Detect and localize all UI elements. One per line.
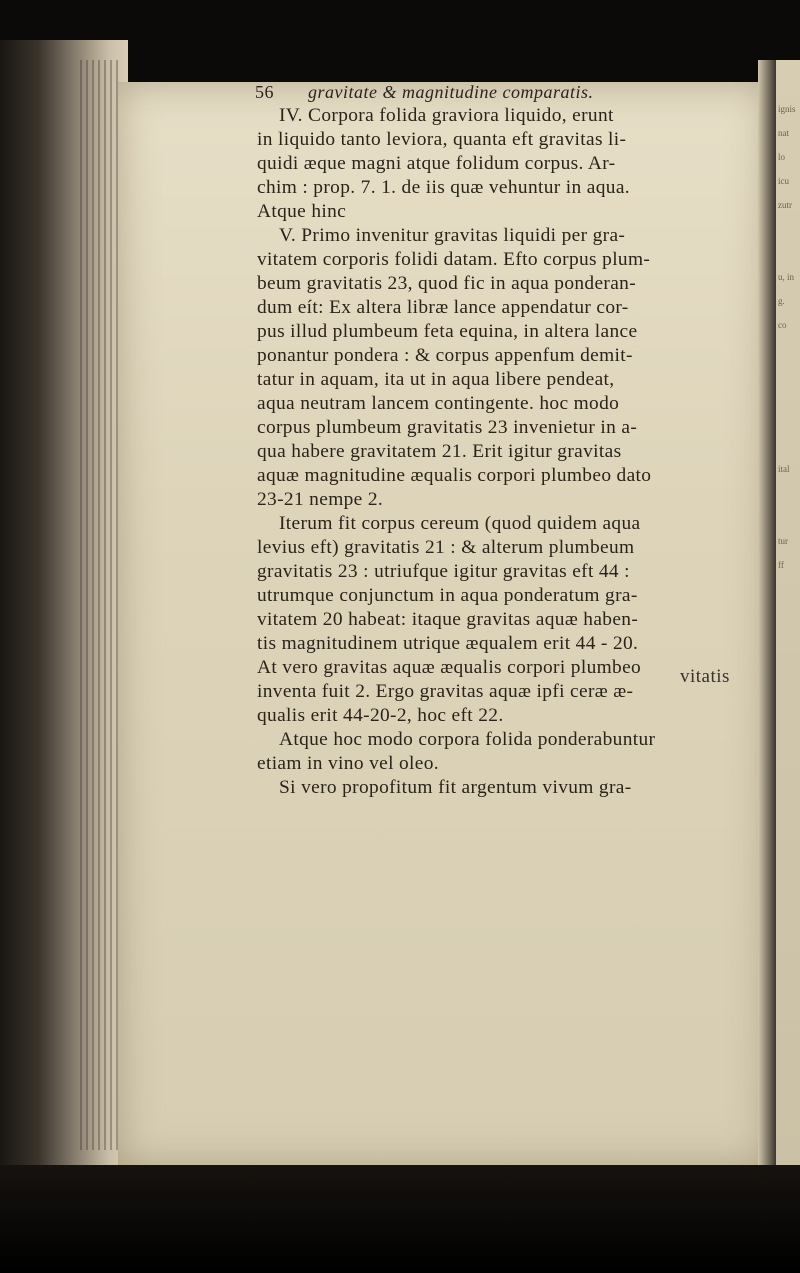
facing-page-text-fragment	[778, 392, 798, 404]
text-line: At vero gravitas aquæ æqualis corpori plumbeo	[257, 657, 642, 678]
facing-page-text-fragment	[778, 368, 798, 380]
facing-page-text-fragment: ital	[778, 464, 790, 474]
facing-page-text-fragment: u, in	[778, 272, 795, 282]
text-line: beum gravitatis 23, quod fic in aqua ponderan-	[257, 273, 637, 294]
text-line: dum eít: Ex altera libræ lance appendatur cor-	[257, 297, 629, 318]
facing-page-text-fragment	[778, 728, 798, 740]
facing-page-text-fragment	[778, 608, 798, 620]
facing-page-text-fragment	[778, 248, 798, 260]
facing-page-text-fragment	[778, 632, 798, 644]
text-line: qualis erit 44-20-2, hoc eft 22.	[257, 705, 504, 726]
facing-page-text-fragment	[778, 704, 798, 716]
text-line: Iterum fit corpus cereum (quod quidem aqua	[279, 513, 641, 534]
facing-page-text-fragment: co	[778, 320, 787, 330]
facing-page-text-fragment	[778, 224, 798, 236]
text-line: gravitatis 23 : utriufque igitur gravitas eft 44 :	[257, 561, 630, 582]
text-line: V. Primo invenitur gravitas liquidi per gra-	[279, 225, 626, 246]
scan-background-bottom	[0, 1165, 800, 1273]
facing-page-text-fragment: zutr	[778, 200, 792, 210]
text-line: levius eft) gravitatis 21 : & alterum plumbeum	[257, 537, 635, 558]
facing-page-text-fragment	[778, 416, 798, 428]
running-header	[255, 82, 593, 103]
text-line: inventa fuit 2. Ergo gravitas aquæ ipfi ceræ æ-	[257, 681, 634, 702]
page-edges-texture	[80, 60, 120, 1150]
text-line: aquæ magnitudine æqualis corpori plumbeo dato	[257, 465, 652, 486]
facing-page-text-fragment	[778, 512, 798, 524]
facing-page-text-fragment	[778, 344, 798, 356]
text-line: in liquido tanto leviora, quanta eft gravitas li-	[257, 129, 627, 150]
facing-page-text-fragment	[778, 488, 798, 500]
facing-page-text-fragment: lo	[778, 152, 786, 162]
page-number: 56	[255, 82, 274, 102]
text-line: etiam in vino vel oleo.	[257, 753, 439, 774]
text-line: Atque hoc modo corpora folida ponderabuntur	[279, 729, 656, 750]
text-line: Si vero propofitum fit argentum vivum gra-	[279, 777, 632, 798]
facing-page-text-fragment: ff	[778, 560, 784, 570]
facing-page-text-fragment: tur	[778, 536, 788, 546]
facing-page-text-fragment: g.	[778, 296, 785, 306]
text-line: aqua neutram lancem contingente. hoc modo	[257, 393, 620, 414]
body-text	[257, 104, 753, 800]
text-line: corpus plumbeum gravitatis 23 invenietur in a-	[257, 417, 638, 438]
text-line: chim : prop. 7. 1. de iis quæ vehuntur in aqua.	[257, 177, 630, 198]
text-line: ponantur pondera : & corpus appenfum demit-	[257, 345, 633, 366]
text-line: vitatem corporis folidi datam. Efto corpus plum-	[257, 249, 651, 270]
book-gutter	[758, 60, 778, 1170]
running-title: gravitate & magnitudine comparatis.	[308, 82, 594, 102]
text-line: 23-21 nempe 2.	[257, 489, 384, 510]
text-line: quidi æque magni atque folidum corpus. Ar-	[257, 153, 616, 174]
text-line: vitatem 20 habeat: itaque gravitas aquæ haben-	[257, 609, 639, 630]
facing-page-text-fragment: icu	[778, 176, 789, 186]
facing-page-text-fragment	[778, 440, 798, 452]
facing-page-text-fragment	[778, 680, 798, 692]
facing-page-text-fragment: nat	[778, 128, 789, 138]
text-line: utrumque conjunctum in aqua ponderatum gra-	[257, 585, 638, 606]
facing-page-fragment	[776, 60, 800, 1170]
catchword: vitatis	[680, 666, 730, 687]
facing-page-text-fragment: ignis	[778, 104, 796, 114]
text-line: tis magnitudinem utrique æqualem erit 44 - 20.	[257, 633, 639, 654]
text-line: IV. Corpora folida graviora liquido, erunt	[279, 105, 614, 126]
text-line: qua habere gravitatem 21. Erit igitur gravitas	[257, 441, 622, 462]
facing-page-text-fragment	[778, 584, 798, 596]
text-line: pus illud plumbeum feta equina, in altera lance	[257, 321, 638, 342]
text-line: Atque hinc	[257, 201, 347, 222]
facing-page-text-fragment	[778, 656, 798, 668]
text-line: tatur in aquam, ita ut in aqua libere pendeat,	[257, 369, 615, 390]
